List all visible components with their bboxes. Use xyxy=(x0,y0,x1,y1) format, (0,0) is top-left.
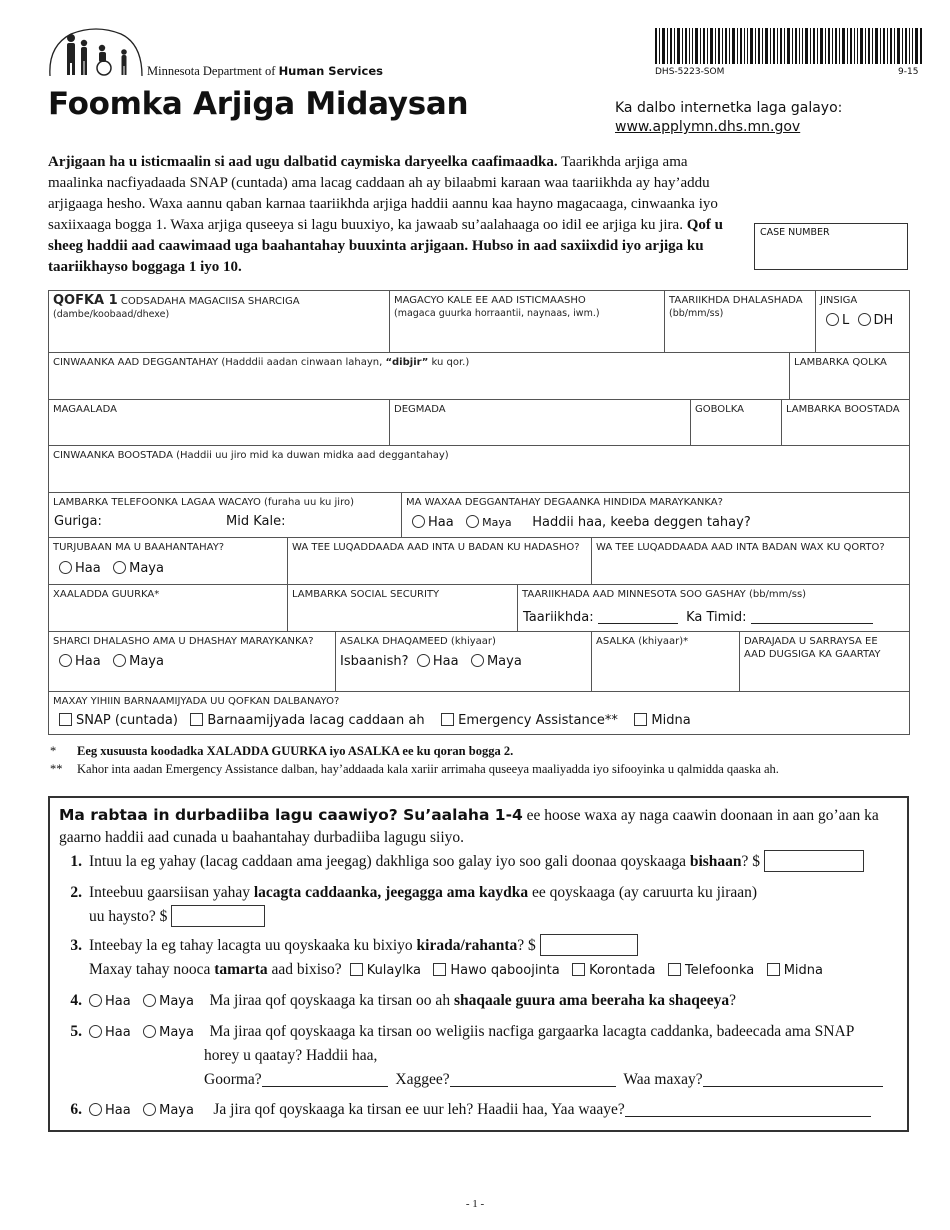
reservation-no-label: Maya xyxy=(482,516,512,529)
online-url-link[interactable]: www.applymn.dhs.mn.gov xyxy=(615,119,801,135)
ssn-field[interactable] xyxy=(287,584,518,632)
util-heat-label: Kulaylka xyxy=(366,963,421,978)
gender-label: JINSIGA xyxy=(820,295,858,306)
q5-yes-label: Haa xyxy=(105,1025,131,1040)
legal-name-label: CODSADAHA MAGACIISA SHARCIGA xyxy=(120,296,300,307)
q4-bold: shaqaale guura ama beeraha ka shaqeeya xyxy=(453,992,730,1009)
marital-status-field[interactable] xyxy=(48,584,288,632)
q6-no-label: Maya xyxy=(159,1103,194,1118)
q3-text: Inteebay la eg tahay lacagta uu qoyskaaka ku bixiyo xyxy=(89,937,417,954)
home-address-label-end: ku qor.) xyxy=(428,357,470,368)
race-label: ASALKA (khiyaar)* xyxy=(596,636,689,647)
interpreter-label: TURJUBAAN MA U BAAHANTAHAY? xyxy=(53,542,225,553)
q6-yes-label: Haa xyxy=(105,1103,131,1118)
city-field[interactable] xyxy=(48,399,390,446)
mn-from-input[interactable] xyxy=(751,609,873,624)
home-address-bold: “dibjir” xyxy=(385,357,429,368)
q4-yes-label: Haa xyxy=(105,994,131,1009)
util-none-checkbox[interactable] xyxy=(767,963,780,976)
department-name: Minnesota Department of Human Services xyxy=(147,64,383,78)
q4-yes-radio[interactable] xyxy=(89,994,102,1007)
apt-number-label: LAMBARKA QOLKA xyxy=(794,357,887,368)
home-address-label: CINWAANKA AAD DEGGANTAHAY (Hadddii aadan cinwaan lahayn, xyxy=(53,357,386,368)
intro-text-1: Taarikhda arjiga ama maalinka nacfiyadaada SNAP (cuntada) ama lacag caddaan ah ay bilaabmi karaan waa taariikhda ay hay’addu arjigaaga hesho. Waxa aannu qaban karnaa taariikhda arjiga haddii aannu kaa hayno magacaaga, cinwaanka iyo saxiixaaga bogga 1. Waxa arjiga quseeya si lagu buuxiyo, ka jawaab su’aalahaaga oo idil ee arjiga ku jira. xyxy=(48,154,718,233)
question-4 xyxy=(59,989,736,1014)
q1-dollar: ? $ xyxy=(741,853,761,870)
gender-m-radio[interactable] xyxy=(826,313,839,326)
question-3 xyxy=(59,934,823,983)
page-number: - 1 - xyxy=(465,1198,485,1210)
case-number-field[interactable] xyxy=(754,223,908,270)
marital-status-label: XAALADDA GUURKA* xyxy=(53,589,160,600)
q6-no-radio[interactable] xyxy=(143,1103,156,1116)
help-heading-text: ee hoose waxa ay naga caawin doonaan in aan go’aan ka gaarno haddii aad cunada u baahantahay durbadiiba lagugu siiyo. xyxy=(59,807,879,846)
dob-label: TAARIIKHDA DHALASHADA xyxy=(669,295,803,306)
hispanic-question: Isbaanish? xyxy=(340,654,409,669)
util-ac-label: Hawo qaboojinta xyxy=(450,963,560,978)
q3-dollar: ? $ xyxy=(517,937,536,954)
citizenship-no-radio[interactable] xyxy=(113,654,126,667)
util-heat-checkbox[interactable] xyxy=(350,963,363,976)
legal-name-sub: (dambe/koobaad/dhexe) xyxy=(53,309,170,320)
footnote-star-1: * xyxy=(50,744,57,758)
q5-when-label: Goorma? xyxy=(204,1071,262,1088)
state-field[interactable] xyxy=(389,399,691,446)
citizenship-field xyxy=(48,631,336,692)
footnote-1: Eeg xusuusta koodadka XALADDA GUURKA iyo ASALKA ee ku qoran bogga 2. xyxy=(77,744,514,758)
q2-text: Inteebuu gaarsiisan yahay xyxy=(89,884,254,901)
q6-who-input[interactable] xyxy=(625,1102,871,1117)
q5-number: 5. xyxy=(70,1023,82,1040)
hispanic-yes-label: Haa xyxy=(432,654,459,669)
education-field[interactable] xyxy=(739,631,910,692)
legal-name-field[interactable] xyxy=(48,290,390,353)
q1-text: Intuu la eg yahay (lacag caddaan ama jeegag) dakhliga soo galay iyo soo gali doonaa qoyskaaga xyxy=(89,853,690,870)
written-language-label: WA TEE LUQADDAADA AAD INTA BADAN WAX KU QORTO? xyxy=(596,542,885,553)
q6-number: 6. xyxy=(70,1101,82,1118)
interpreter-no-label: Maya xyxy=(129,561,164,576)
apt-number-field[interactable] xyxy=(789,352,910,400)
q5-text-cont: horey u qaatay? Haddii haa, xyxy=(204,1047,378,1064)
hispanic-field xyxy=(335,631,592,692)
util-electric-checkbox[interactable] xyxy=(572,963,585,976)
hispanic-yes-radio[interactable] xyxy=(417,654,430,667)
footnotes xyxy=(50,742,779,778)
interpreter-field xyxy=(48,537,288,585)
q4-no-radio[interactable] xyxy=(143,994,156,1007)
zip-field[interactable] xyxy=(781,399,910,446)
mn-arrival-date-input[interactable] xyxy=(598,609,678,624)
spoken-language-label: WA TEE LUQADDAADA AAD INTA U BADAN KU HADASHO? xyxy=(292,542,580,553)
programs-field xyxy=(48,691,910,735)
education-label: DARAJADA U SARRAYSA EE AAD DUGSIGA KA GAARTAY xyxy=(744,636,881,660)
q5-where-label: Xaggee? xyxy=(395,1071,450,1088)
q1-bold: bishaan xyxy=(689,853,742,870)
mn-arrival-field xyxy=(517,584,910,632)
q5-yes-radio[interactable] xyxy=(89,1025,102,1038)
barcode xyxy=(655,28,923,69)
q6-text: Ja jira qof qoyskaaga ka tirsan ee uur leh? Haadii haa, Yaa waaye? xyxy=(213,1101,625,1118)
race-field[interactable] xyxy=(591,631,740,692)
gender-m-label: L xyxy=(842,313,850,328)
phone-label: LAMBARKA TELEFOONKA LAGAA WACAYO (furaha uu ku jiro) xyxy=(53,497,354,508)
program-none-checkbox[interactable] xyxy=(634,713,647,726)
util-phone-label: Telefoonka xyxy=(684,963,755,978)
gender-f-label: DH xyxy=(873,313,894,328)
q2-amount-input[interactable] xyxy=(171,905,265,927)
gender-f-radio[interactable] xyxy=(858,313,871,326)
help-heading-bold: Ma rabtaa in durbadiiba lagu caawiyo? Su’aalaha 1-4 xyxy=(59,806,523,824)
help-heading xyxy=(59,804,899,849)
interpreter-no-radio[interactable] xyxy=(113,561,126,574)
intro-bold-2: Qof u sheeg haddii aad caawimaad uga baahantahay buuxinta arjigaan. Hubso in aad saxiixdid iyo arjiga ku taariikhayso boggaga 1 iyo 10. xyxy=(48,217,723,275)
dob-field[interactable] xyxy=(664,290,816,353)
home-address-field[interactable] xyxy=(48,352,790,400)
hispanic-no-label: Maya xyxy=(486,654,522,669)
spoken-language-field[interactable] xyxy=(287,537,592,585)
form-code: DHS-5223-SOM xyxy=(655,67,725,77)
citizenship-no-label: Maya xyxy=(129,654,164,669)
online-apply xyxy=(615,99,842,137)
question-2 xyxy=(59,881,757,929)
reservation-question: Haddii haa, keeba deggen tahay? xyxy=(532,515,751,530)
program-ea-checkbox[interactable] xyxy=(441,713,454,726)
program-snap-label: SNAP (cuntada) xyxy=(76,713,178,728)
program-ea-label: Emergency Assistance** xyxy=(458,713,618,728)
citizenship-label: SHARCI DHALASHO AMA U DHASHAY MARAYKANKA? xyxy=(53,636,314,647)
q2-text-end: ee qoyskaaga (ay caruurta ku jiraan) xyxy=(528,884,758,901)
intro-bold-1: Arjigaan ha u isticmaalin si aad ugu dalbatid caymiska daryeelka caafimaadka. xyxy=(48,154,558,170)
q5-what-label: Waa maxay? xyxy=(623,1071,703,1088)
phone-other-label[interactable]: Mid Kale: xyxy=(226,514,286,529)
util-electric-label: Korontada xyxy=(589,963,656,978)
q3-energy-end: aad bixiso? xyxy=(267,961,342,978)
reservation-label: MA WAXAA DEGGANTAHAY DEGAANKA HINDIDA MARAYKANKA? xyxy=(406,497,723,508)
q5-no-radio[interactable] xyxy=(143,1025,156,1038)
q2-dollar: uu haysto? $ xyxy=(89,908,168,925)
q3-energy-bold: tamarta xyxy=(214,961,268,978)
q1-number: 1. xyxy=(70,853,82,870)
mailing-address-label: CINWAANKA BOOSTADA (Haddii uu jiro mid ka duwan midka aad deggantahay) xyxy=(53,450,449,461)
state-label: DEGMADA xyxy=(394,404,446,415)
q4-no-label: Maya xyxy=(159,994,194,1009)
ssn-label: LAMBARKA SOCIAL SECURITY xyxy=(292,589,440,600)
q3-amount-input[interactable] xyxy=(540,934,638,956)
footnote-2: Kahor inta aadan Emergency Assistance dalban, hay’addaada kala xariir arrimaha quseeya maaliyadda iyo sifooyinka u qalmidda qaaska ah. xyxy=(77,762,779,776)
q1-amount-input[interactable] xyxy=(764,850,864,872)
citizenship-yes-label: Haa xyxy=(75,654,101,669)
q4-text: Ma jiraa qof qoyskaaga ka tirsan oo ah xyxy=(209,992,454,1009)
q5-when-input[interactable] xyxy=(262,1072,388,1087)
programs-label: MAXAY YIHIIN BARNAAMIJYADA UU QOFKAN DALBANAYO? xyxy=(53,696,340,707)
county-field[interactable] xyxy=(690,399,782,446)
written-language-field[interactable] xyxy=(591,537,910,585)
mn-arrival-label: TAARIIKHADA AAD MINNESOTA SOO GASHAY (bb/mm/ss) xyxy=(522,589,807,600)
q5-no-label: Maya xyxy=(159,1025,194,1040)
intro-text xyxy=(48,152,838,278)
mn-arrival-date-label: Taariikhda: xyxy=(523,610,594,625)
hispanic-label: ASALKA DHAQAMEED (khiyaar) xyxy=(340,636,496,647)
reservation-field xyxy=(401,492,910,538)
citizenship-yes-radio[interactable] xyxy=(59,654,72,667)
q3-bold: kirada/rahanta xyxy=(416,937,518,954)
q6-yes-radio[interactable] xyxy=(89,1103,102,1116)
q5-text: Ma jiraa qof qoyskaaga ka tirsan oo weligiis nacfiga gargaarka lacagta caddanka, badeecada ama SNAP xyxy=(209,1023,855,1040)
program-snap-checkbox[interactable] xyxy=(59,713,72,726)
hispanic-no-radio[interactable] xyxy=(471,654,484,667)
gender-field xyxy=(815,290,910,353)
reservation-yes-label: Haa xyxy=(428,515,454,530)
question-5-cont xyxy=(204,1044,883,1092)
mailing-address-field[interactable] xyxy=(48,445,910,493)
program-none-label: Midna xyxy=(651,713,691,728)
expedited-help-section xyxy=(48,796,909,1132)
question-5 xyxy=(59,1020,854,1045)
question-1 xyxy=(59,850,864,874)
footnote-star-2: ** xyxy=(50,762,63,776)
online-label: Ka dalbo internetka laga galayo: xyxy=(615,100,843,116)
other-names-label: MAGACYO KALE EE AAD ISTICMAASHO xyxy=(394,295,586,306)
case-number-label: CASE NUMBER xyxy=(760,227,830,238)
other-names-sub: (magaca guurka horraantii, naynaas, iwm.) xyxy=(394,308,600,319)
util-ac-checkbox[interactable] xyxy=(433,963,446,976)
dob-sub: (bb/mm/ss) xyxy=(669,308,724,319)
q3-number: 3. xyxy=(70,937,82,954)
q2-number: 2. xyxy=(70,884,82,901)
q5-what-input[interactable] xyxy=(703,1072,883,1087)
dhs-logo xyxy=(46,26,146,83)
util-phone-checkbox[interactable] xyxy=(668,963,681,976)
interpreter-yes-radio[interactable] xyxy=(59,561,72,574)
program-cash-checkbox[interactable] xyxy=(190,713,203,726)
page-title: Foomka Arjiga Midaysan xyxy=(48,86,469,122)
city-label: MAGAALADA xyxy=(53,404,118,415)
interpreter-yes-label: Haa xyxy=(75,561,101,576)
phone-home-label[interactable]: Guriga: xyxy=(54,514,102,529)
util-none-label: Midna xyxy=(783,963,823,978)
reservation-no-radio[interactable] xyxy=(466,515,479,528)
phone-field xyxy=(48,492,402,538)
reservation-yes-radio[interactable] xyxy=(412,515,425,528)
county-label: GOBOLKA xyxy=(695,404,744,415)
q3-energy-text: Maxay tahay nooca xyxy=(89,961,215,978)
zip-label: LAMBARKA BOOSTADA xyxy=(786,404,900,415)
question-6 xyxy=(59,1098,871,1123)
q4-end: ? xyxy=(729,992,736,1009)
q4-number: 4. xyxy=(70,992,82,1009)
section-title: QOFKA 1 xyxy=(53,293,118,308)
q2-bold: lacagta caddaanka, jeegagga ama kaydka xyxy=(253,884,529,901)
other-names-field[interactable] xyxy=(389,290,665,353)
program-cash-label: Barnaamijyada lacag caddaan ah xyxy=(207,713,425,728)
q5-where-input[interactable] xyxy=(450,1072,616,1087)
form-date: 9-15 xyxy=(898,67,919,77)
mn-from-label: Ka Timid: xyxy=(686,610,747,625)
